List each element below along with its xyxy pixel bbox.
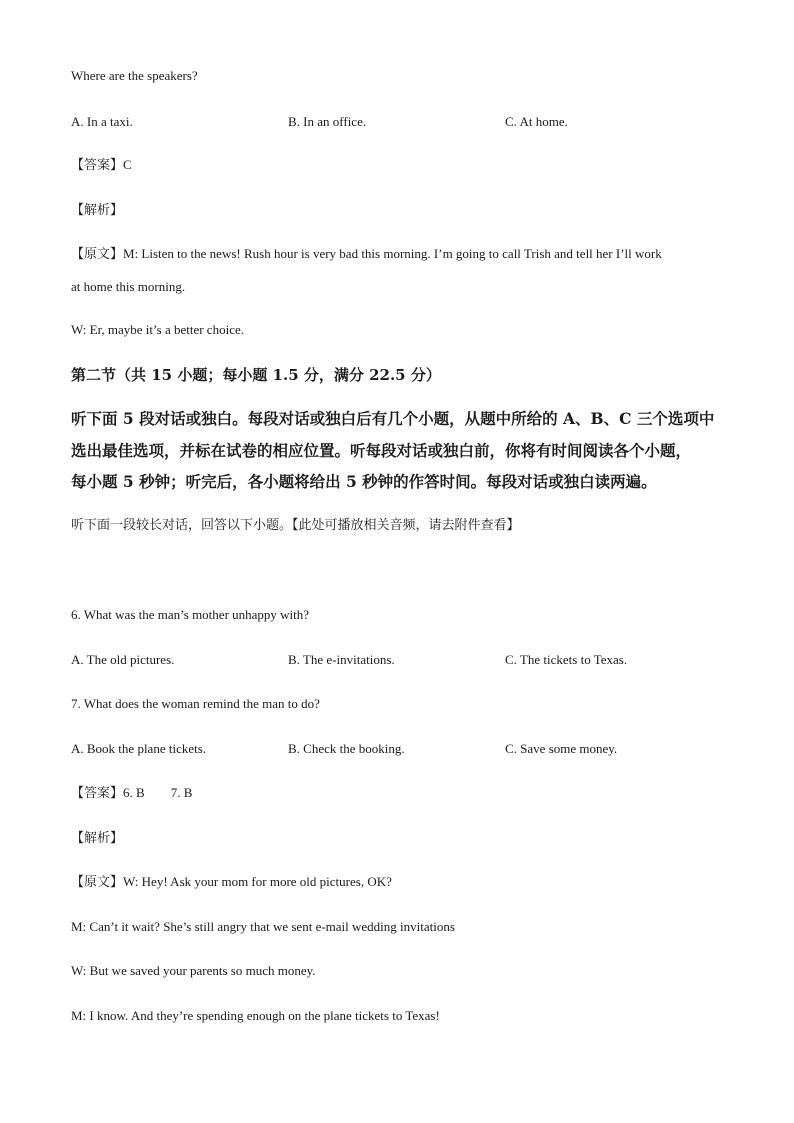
option-a: A. In a taxi.	[71, 114, 133, 129]
option-c: C. Save some money.	[505, 741, 618, 756]
option-a: A. Book the plane tickets.	[71, 741, 207, 756]
analysis-line	[71, 830, 123, 847]
answer-6: 6. B	[123, 785, 145, 800]
original-label: 【原文】	[71, 247, 124, 262]
transcript-line: at home this morning.	[71, 279, 186, 294]
option-c: C. The tickets to Texas.	[505, 652, 628, 667]
transcript-line	[71, 246, 662, 263]
transcript-line: M: Can’t it wait? She’s still angry that we sent e-mail wedding invitations	[71, 919, 455, 934]
answer-7: 7. B	[170, 785, 193, 800]
option-b: B. In an office.	[288, 114, 367, 129]
transcript-text: M: Listen to the news! Rush hour is very bad this morning. I’m going to call Trish and tell her I’ll work	[123, 246, 662, 261]
answer-value: C	[123, 157, 132, 172]
question-6-text: 6. What was the man’s mother unhappy with?	[71, 607, 310, 622]
answer-label: 【答案】	[71, 786, 124, 801]
section-title: 第二节（共 15 小题；每小题 1.5 分，满分 22.5 分）	[71, 366, 441, 384]
answer-label: 【答案】	[71, 158, 124, 173]
transcript-text: W: Hey! Ask your mom for more old pictures, OK?	[123, 874, 392, 889]
section-instructions-line: 每小题 5 秒钟；听完后，各小题将给出 5 秒钟的作答时间。每段对话或独白读两遍。	[71, 472, 657, 491]
analysis-label: 【解析】	[71, 831, 124, 846]
answer-line	[71, 157, 132, 174]
transcript-line: W: Er, maybe it’s a better choice.	[71, 322, 244, 337]
original-label: 【原文】	[71, 875, 124, 890]
transcript-line: W: But we saved your parents so much money.	[71, 963, 316, 978]
section-instructions-line: 听下面 5 段对话或独白。每段对话或独白后有几个小题，从题中所给的 A、B、C 三个选项中	[71, 409, 715, 428]
answer-line	[71, 785, 192, 802]
audio-note: 听下面一段较长对话，回答以下小题。【此处可播放相关音频，请去附件查看】	[71, 518, 520, 533]
option-a: A. The old pictures.	[71, 652, 175, 667]
option-c: C. At home.	[505, 114, 568, 129]
analysis-label: 【解析】	[71, 203, 124, 218]
question-5-text: Where are the speakers?	[71, 68, 198, 83]
transcript-line	[71, 874, 392, 891]
section-instructions-line: 选出最佳选项，并标在试卷的相应位置。听每段对话或独白前，你将有时间阅读各个小题，	[71, 441, 692, 460]
option-b: B. Check the booking.	[288, 741, 405, 756]
transcript-line: M: I know. And they’re spending enough on the plane tickets to Texas!	[71, 1008, 440, 1023]
option-b: B. The e-invitations.	[288, 652, 395, 667]
analysis-line	[71, 202, 123, 219]
question-7-text: 7. What does the woman remind the man to do?	[71, 696, 320, 711]
